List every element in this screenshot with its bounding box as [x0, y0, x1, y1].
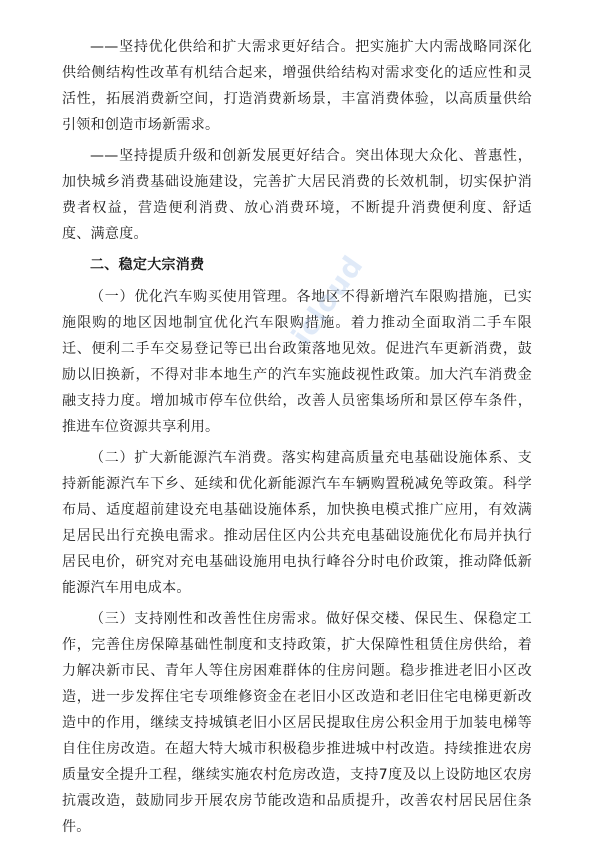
paragraph-quality-upgrade: ——坚持提质升级和创新发展更好结合。突出体现大众化、普惠性，加快城乡消费基础设施建设，完善扩大居民消费的长效机制，切实保护消费者权益，营造便利消费、放心消费环境，不断提升消费便利度、舒适度、满意度。: [62, 148, 532, 242]
section-heading: 二、稳定大宗消费: [90, 257, 205, 273]
paragraph-supply-demand: ——坚持优化供给和扩大需求更好结合。把实施扩大内需战略同深化供给侧结构性改革有机结合起来，增强供给结构对需求变化的适应性和灵活性，拓展消费新空间，打造消费新场景，丰富消费体验，以高质量供给引领和创造市场新需求。: [62, 39, 532, 133]
document-body: [62, 34, 532, 840]
paragraph-car-purchase: （一）优化汽车购买使用管理。各地区不得新增汽车限购措施，已实施限购的地区因地制宜优化汽车限购措施。着力推动全面取消二手车限迁、便利二手车交易登记等已出台政策落地见效。促进汽车更新消费，鼓励以旧换新，不得对非本地生产的汽车实施歧视性政策。加大汽车消费金融支持力度。增加城市停车位供给，改善人员密集场所和景区停车条件，推进车位资源共享利用。: [62, 289, 532, 435]
paragraph-new-energy-vehicles: （二）扩大新能源汽车消费。落实构建高质量充电基础设施体系、支持新能源汽车下乡、延续和优化新能源汽车车辆购置税减免等政策。科学布局、适度超前建设充电基础设施体系，加快换电模式推广应用，有效满足居民出行充换电需求。推动居住区内公共充电基础设施优化布局并执行居民电价，研究对充电基础设施用电执行峰谷分时电价政策，推动降低新能源汽车用电成本。: [62, 450, 532, 596]
watermark: icloud: [285, 249, 370, 351]
paragraph-housing-demand: （三）支持刚性和改善性住房需求。做好保交楼、保民生、保稳定工作，完善住房保障基础性制度和支持政策，扩大保障性租赁住房供给，着力解决新市民、青年人等住房困难群体的住房问题。稳步推进老旧小区改造，进一步发挥住宅专项维修资金在老旧小区改造和老旧住宅电梯更新改造中的作用，继续支持城镇老旧小区居民提取住房公积金用于加装电梯等自住住房改造。在超大特大城市积极稳步推进城中村改造。持续推进农房质量安全提升工程，继续实施农村危房改造，支持7度及以上设防地区农房抗震改造，鼓励同步开展农房节能改造和品质提升，改善农村居民居住条件。: [62, 611, 532, 835]
